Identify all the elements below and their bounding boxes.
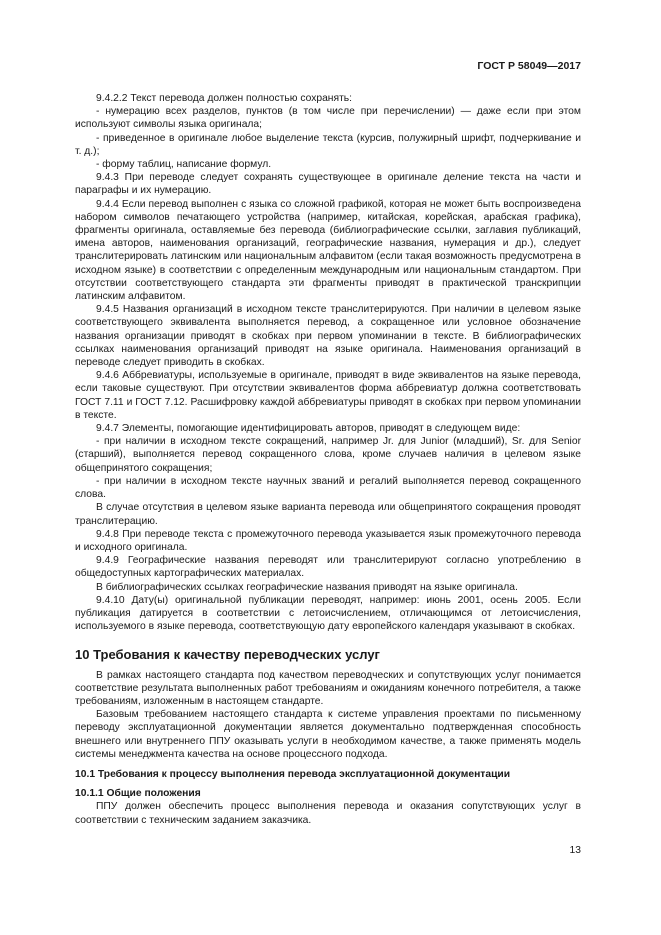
paragraph: 9.4.2.2 Текст перевода должен полностью сохранять:: [96, 93, 353, 104]
standard-header: ГОСТ Р 58049—2017: [477, 60, 581, 72]
paragraph: В случае отсутствия в целевом языке варианта перевода или общепринятого сокращения проводят транслитерацию.: [75, 502, 581, 527]
paragraph: 9.4.5 Названия организаций в исходном тексте транслитерируются. При наличии в целевом языке соответствующего эквивалента выполняется перевод, а сокращенное или условное обозначение названия организации приводят в скобках при первом упоминании в тексте. В библиографических ссылках наименования организаций приводят на языке оригинала. Наименования организаций в переводе следует приводить в скобках.: [75, 304, 581, 369]
document-body: [75, 92, 581, 827]
paragraph: 9.4.3 При переводе следует сохранять существующее в оригинале деление текста на части и параграфы и их нумерацию.: [75, 172, 581, 197]
paragraph: В библиографических ссылках географические названия приводят на языке оригинала.: [96, 581, 518, 593]
paragraph: 9.4.10 Дату(ы) оригинальной публикации переводят, например: июнь 2001, осень 2005. Если публикация датируется в соответствии с летоисчислением, отличающимся от летоисчисления, используемого в языке перевода, соответствующую дату европейского календаря указывают в скобках.: [75, 594, 581, 633]
section-heading: 10 Требования к качеству переводческих услуг: [75, 647, 380, 663]
paragraph: 9.4.7 Элементы, помогающие идентифицировать авторов, приводят в следующем виде:: [96, 423, 521, 435]
paragraph: 9.4.8 При переводе текста с промежуточного перевода указывается язык промежуточного перевода и исходного оригинала.: [75, 528, 581, 553]
paragraph: В рамках настоящего стандарта под качеством переводческих и сопутствующих услуг понимается соответствие результата выполненных работ требованиям и ожиданиям конечного потребителя, а также требованиям, изложенным в настоящем стандарте.: [75, 669, 581, 707]
list-item: - форму таблиц, написание формул.: [96, 159, 272, 171]
page-number: 13: [569, 845, 581, 856]
paragraph: ППУ должен обеспечить процесс выполнения перевода и оказания сопутствующих услуг в соответствии с техническим заданием заказчика.: [75, 801, 581, 826]
paragraph: 9.4.6 Аббревиатуры, используемые в оригинале, приводят в виде эквивалентов на языке перевода, если таковые существуют. При отсутствии эквивалентов форма аббревиатур должна соответствовать ГОСТ 7.11 и ГОСТ 7.12. Расшифровку каждой аббревиатуры приводят в скобках при первом упоминании в тексте.: [75, 370, 581, 421]
list-item: - нумерацию всех разделов, пунктов (в том числе при перечислении) — даже если при этом используют символы языка оригинала;: [75, 106, 581, 131]
list-item: - при наличии в исходном тексте научных званий и регалий выполняется перевод сокращенного слова.: [75, 475, 581, 501]
subsubsection-heading: 10.1.1 Общие положения: [75, 788, 201, 800]
list-item: - приведенное в оригинале любое выделение текста (курсив, полужирный шрифт, подчеркивание и т. д.);: [75, 132, 581, 157]
list-item: - при наличии в исходном тексте сокращений, например Jr. для Junior (младший), Sr. для Senior (старший), выполняется перевод сокращенного слова, кроме случаев наличия в целевом языке общепринятого сокращения;: [75, 436, 581, 474]
paragraph: 9.4.4 Если перевод выполнен с языка со сложной графикой, которая не может быть воспроизведена набором символов печатающего устройства (например, китайская, корейская, арабская графика), фрагменты оригинала, оставляемые без перевода (библиографические ссылки, заглавия публикаций, имена авторов, наименования организаций, географические названия, нумерация и др.), следует транслитерировать латинским или национальным алфавитом (если такая возможность предусмотрена в исходном языке) в соответствии с определенным международным или национальным стандартом. При отсутствии соответствующего стандарта эти фрагменты приводят в практической транскрипции латинским алфавитом.: [75, 198, 581, 303]
subsection-heading: 10.1 Требования к процессу выполнения перевода эксплуатационной документации: [75, 768, 511, 780]
paragraph: Базовым требованием настоящего стандарта к системе управления проектами по письменному переводу эксплуатационной документации является документально подтвержденная способность внешнего или внутреннего ППУ оказывать услуги в необходимом качестве, а также применять модель системы менеджмента качества на основе процессного подхода.: [75, 709, 581, 760]
paragraph: 9.4.9 Географические названия переводят или транслитерируют согласно употреблению в общедоступных картографических материалах.: [75, 555, 581, 580]
